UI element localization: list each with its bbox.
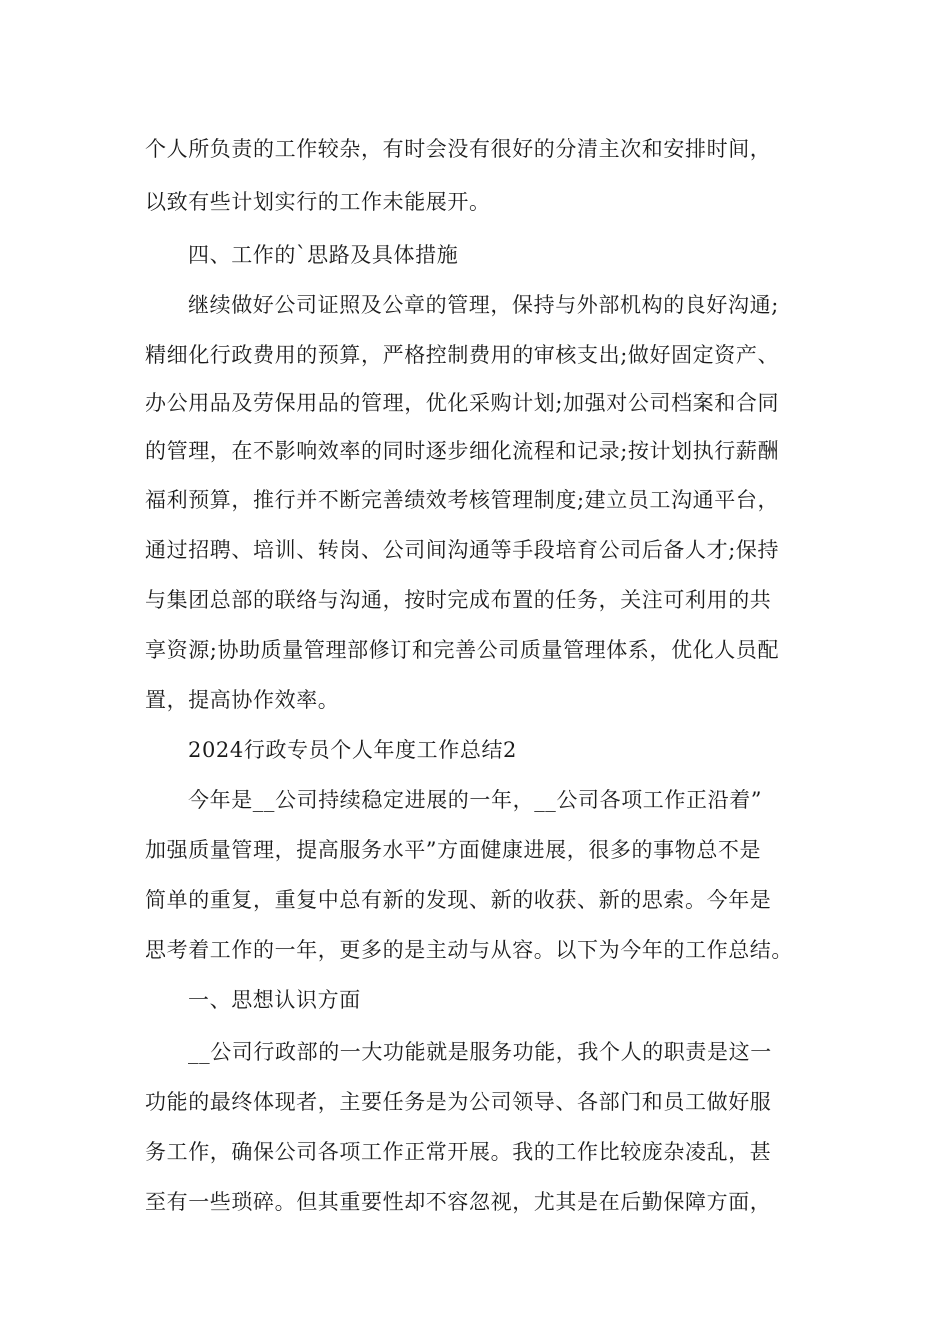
paragraph-line: 精细化行政费用的预算，严格控制费用的审核支出;做好固定资产、 — [145, 343, 780, 367]
paragraph-line: 简单的重复，重复中总有新的发现、新的收获、新的思索。今年是 — [145, 888, 772, 912]
paragraph-line: 置，提高协作效率。 — [145, 688, 340, 712]
paragraph-line: 至有一些琐碎。但其重要性却不容忽视，尤其是在后勤保障方面， — [145, 1190, 772, 1214]
paragraph-line: 的管理，在不影响效率的同时逐步细化流程和记录;按计划执行薪酬 — [145, 439, 780, 463]
paragraph-line: 思考着工作的一年，更多的是主动与从容。以下为今年的工作总结。 — [145, 938, 793, 962]
paragraph-line: 以致有些计划实行的工作未能展开。 — [145, 190, 491, 214]
section-heading: 四、工作的`思路及具体措施 — [188, 243, 459, 267]
paragraph-line: 个人所负责的工作较杂，有时会没有很好的分清主次和安排时间， — [145, 137, 772, 161]
section-heading: 一、思想认识方面 — [188, 988, 361, 1012]
paragraph-line: 与集团总部的联络与沟通，按时完成布置的任务，关注可利用的共 — [145, 588, 772, 612]
paragraph-line: 通过招聘、培训、转岗、公司间沟通等手段培育公司后备人才;保持 — [145, 538, 780, 562]
paragraph-line: 加强质量管理，提高服务水平”方面健康进展，很多的事物总不是 — [145, 838, 762, 862]
paragraph-line: 务工作，确保公司各项工作正常开展。我的工作比较庞杂凌乱，甚 — [145, 1140, 772, 1164]
paragraph-line: 功能的最终体现者，主要任务是为公司领导、各部门和员工做好服 — [145, 1090, 772, 1114]
paragraph-line: 福利预算，推行并不断完善绩效考核管理制度;建立员工沟通平台， — [145, 488, 780, 512]
paragraph-line: 享资源;协助质量管理部修订和完善公司质量管理体系，优化人员配 — [145, 638, 780, 662]
paragraph-line: 今年是__公司持续稳定进展的一年，__公司各项工作正沿着” — [188, 788, 763, 812]
paragraph-line: 继续做好公司证照及公章的管理，保持与外部机构的良好沟通; — [188, 293, 779, 317]
paragraph-line: __公司行政部的一大功能就是服务功能，我个人的职责是这一 — [188, 1040, 772, 1064]
paragraph-line: 办公用品及劳保用品的管理，优化采购计划;加强对公司档案和合同 — [145, 391, 780, 415]
document-subtitle: 2024行政专员个人年度工作总结2 — [188, 738, 518, 762]
